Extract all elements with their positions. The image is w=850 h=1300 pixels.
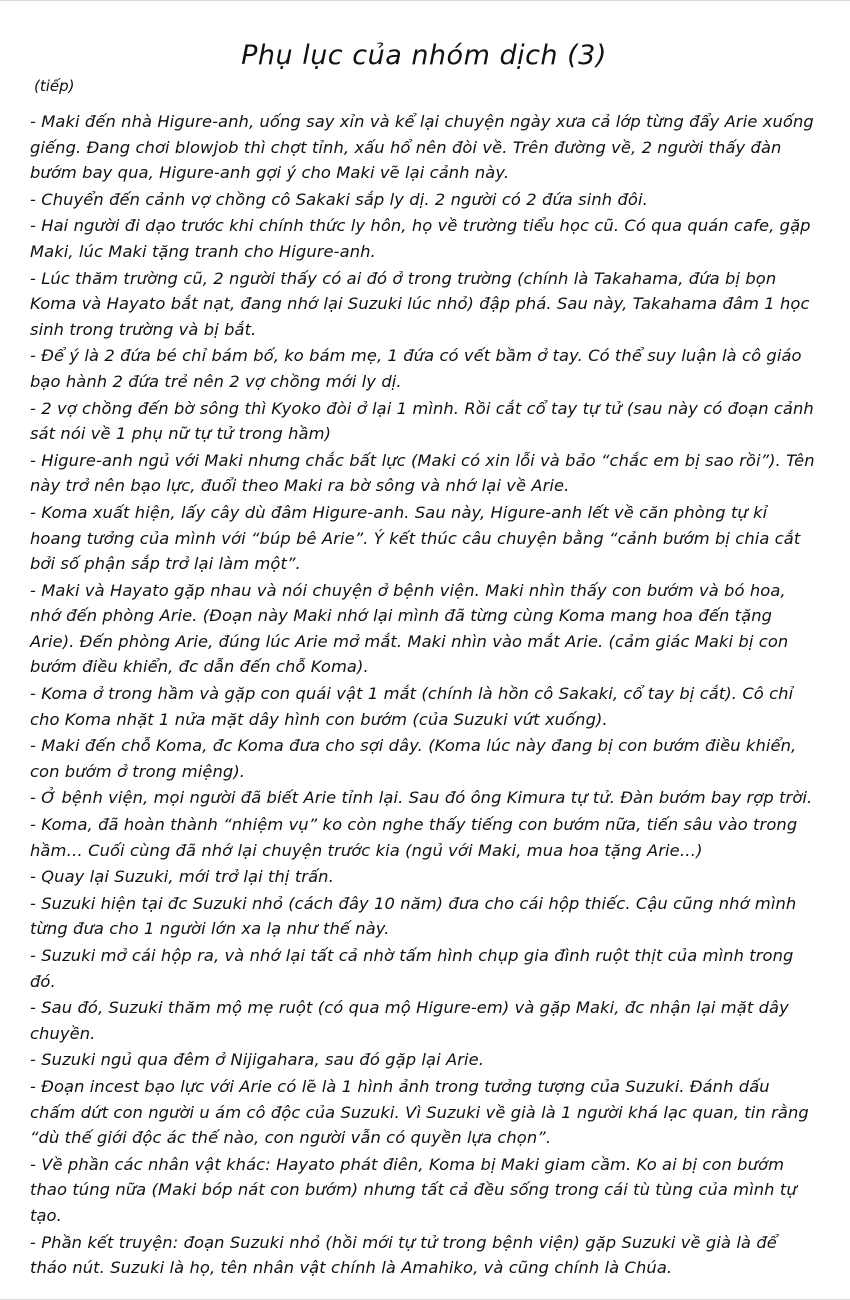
paragraph: - Hai người đi dạo trước khi chính thức ly hôn, họ về trường tiểu học cũ. Có qua quán cafe, gặp Maki, lúc Maki tặng tranh cho Higure-anh.: [30, 216, 811, 261]
paragraph: - Maki và Hayato gặp nhau và nói chuyện ở bệnh viện. Maki nhìn thấy con bướm và bó hoa, nhớ đến phòng Arie. (Đoạn này Maki nhớ lại mình đã từng cùng Koma mang hoa đến tặng Arie). Đến phòng Arie, đúng lúc Arie mở mắt. Maki nhìn vào mắt Arie. (cảm giác Maki bị con bướm điều khiển, đc dẫn đến chỗ Koma).: [30, 580, 789, 677]
paragraph: - Koma xuất hiện, lấy cây dù đâm Higure-anh. Sau này, Higure-anh lết về căn phòng tự kỉ hoang tưởng của mình với “búp bê Arie”. Ý kết thúc câu chuyện bằng “cảnh bướm bị chia cắt bởi số phận sắp trở lại làm một”.: [30, 502, 801, 574]
page-title: Phụ lục của nhóm dịch (3): [241, 40, 607, 71]
page-top-border: [0, 0, 850, 1]
paragraph: - Suzuki mở cái hộp ra, và nhớ lại tất cả nhờ tấm hình chụp gia đình ruột thịt của mình trong đó.: [30, 946, 794, 991]
paragraph: - Để ý là 2 đứa bé chỉ bám bố, ko bám mẹ, 1 đứa có vết bầm ở tay. Có thể suy luận là cô giáo bạo hành 2 đứa trẻ nên 2 vợ chồng mới ly dị.: [30, 346, 802, 391]
paragraph: - Đoạn incest bạo lực với Arie có lẽ là 1 hình ảnh trong tưởng tượng của Suzuki. Đánh dấu chấm dứt con người u ám cô độc của Suzuki. Vì Suzuki về già là 1 người khá lạc quan, tin rằng “dù thế giới độc ác thế nào, con người vẫn có quyền lựa chọn”.: [30, 1076, 809, 1148]
continuation-note: (tiếp): [34, 77, 75, 95]
paragraph: - Sau đó, Suzuki thăm mộ mẹ ruột (có qua mộ Higure-em) và gặp Maki, đc nhận lại mặt dây chuyền.: [30, 998, 789, 1043]
paragraph: - Suzuki hiện tại đc Suzuki nhỏ (cách đây 10 năm) đưa cho cái hộp thiếc. Cậu cũng nhớ mình từng đưa cho 1 người lớn xa lạ như thế này.: [30, 893, 797, 939]
paragraph: - Maki đến nhà Higure-anh, uống say xỉn và kể lại chuyện ngày xưa cả lớp từng đẩy Arie xuống giếng. Đang chơi blowjob thì chợt tỉnh, xấu hổ nên đòi về. Trên đường về, 2 người thấy đàn bướm bay qua, Higure-anh gợi ý cho Maki vẽ lại cảnh này.: [30, 112, 814, 183]
paragraph: - Quay lại Suzuki, mới trở lại thị trấn.: [30, 867, 334, 887]
document-body: [30, 109, 818, 1281]
paragraph: - Chuyển đến cảnh vợ chồng cô Sakaki sắp ly dị. 2 người có 2 đứa sinh đôi.: [30, 189, 648, 209]
paragraph: - Phần kết truyện: đoạn Suzuki nhỏ (hồi mới tự tử trong bệnh viện) gặp Suzuki về già là để tháo nút. Suzuki là họ, tên nhân vật chính là Amahiko, và cũng chính là Chúa.: [30, 1232, 777, 1278]
paragraph: - 2 vợ chồng đến bờ sông thì Kyoko đòi ở lại 1 mình. Rồi cắt cổ tay tự tử (sau này có đoạn cảnh sát nói về 1 phụ nữ tự tử trong hầm): [30, 398, 814, 444]
paragraph: - Về phần các nhân vật khác: Hayato phát điên, Koma bị Maki giam cầm. Ko ai bị con bướm thao túng nữa (Maki bóp nát con bướm) nhưng tất cả đều sống trong cái tù tùng của mình tự tạo.: [30, 1154, 797, 1225]
paragraph: - Suzuki ngủ qua đêm ở Nijigahara, sau đó gặp lại Arie.: [30, 1050, 485, 1070]
paragraph: - Higure-anh ngủ với Maki nhưng chắc bất lực (Maki có xin lỗi và bảo “chắc em bị sao rồi”). Tên này trở nên bạo lực, đuổi theo Maki ra bờ sông và nhớ lại về Arie.: [30, 450, 815, 496]
paragraph: - Koma ở trong hầm và gặp con quái vật 1 mắt (chính là hồn cô Sakaki, cổ tay bị cắt). Cô chỉ cho Koma nhặt 1 nửa mặt dây hình con bướm (của Suzuki vứt xuống).: [30, 684, 794, 729]
paragraph: - Ở bệnh viện, mọi người đã biết Arie tỉnh lại. Sau đó ông Kimura tự tử. Đàn bướm bay rợp trời.: [30, 788, 813, 808]
paragraph: - Koma, đã hoàn thành “nhiệm vụ” ko còn nghe thấy tiếng con bướm nữa, tiến sâu vào trong hầm… Cuối cùng đã nhớ lại chuyện trước kia (ngủ với Maki, mua hoa tặng Arie…): [30, 815, 798, 860]
paragraph: - Maki đến chỗ Koma, đc Koma đưa cho sợi dây. (Koma lúc này đang bị con bướm điều khiển, con bướm ở trong miệng).: [30, 736, 797, 781]
paragraph: - Lúc thăm trường cũ, 2 người thấy có ai đó ở trong trường (chính là Takahama, đứa bị bọn Koma và Hayato bắt nạt, đang nhớ lại Suzuki lúc nhỏ) đập phá. Sau này, Takahama đâm 1 học sinh trong trường và bị bắt.: [30, 268, 810, 339]
